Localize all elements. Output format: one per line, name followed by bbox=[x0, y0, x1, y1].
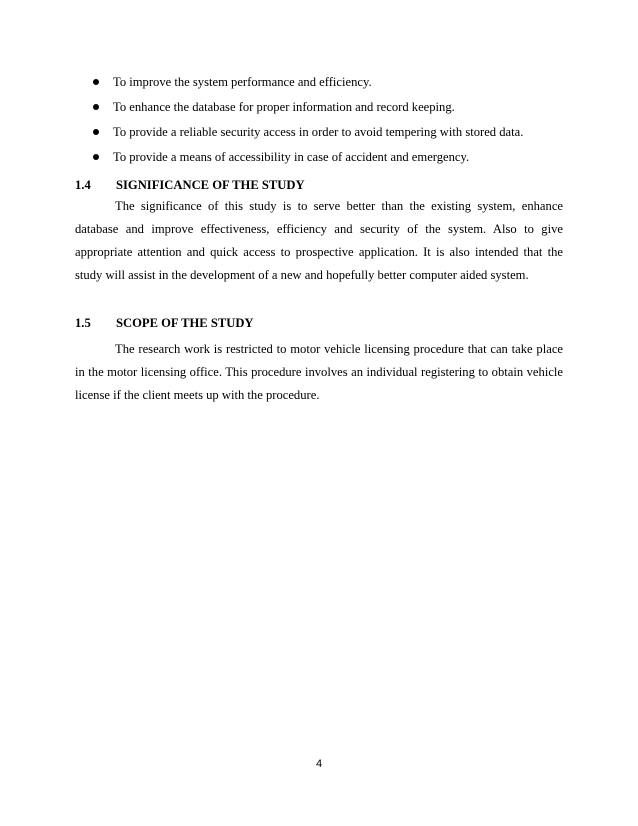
section-number: 1.5 bbox=[75, 316, 91, 330]
section-heading bbox=[75, 174, 563, 196]
list-item bbox=[91, 120, 571, 145]
list-item-text: To improve the system performance and efficiency. bbox=[113, 75, 372, 89]
list-item bbox=[91, 70, 571, 95]
list-item-text: To provide a reliable security access in order to avoid tempering with stored data. bbox=[113, 125, 524, 139]
section-paragraph: The research work is restricted to motor vehicle licensing procedure that can take place in the motor licensing office. This procedure involves an individual registering to obtain vehicle license if the client meets up with the procedure. bbox=[75, 342, 563, 402]
list-item bbox=[91, 145, 571, 170]
section-title: SCOPE OF THE STUDY bbox=[116, 316, 254, 330]
bullet-icon bbox=[93, 129, 99, 135]
objectives-list bbox=[91, 70, 571, 170]
bullet-icon bbox=[93, 104, 99, 110]
scope-section bbox=[75, 312, 563, 407]
bullet-icon bbox=[93, 154, 99, 160]
list-item-text: To enhance the database for proper information and record keeping. bbox=[113, 100, 455, 114]
significance-section bbox=[75, 174, 563, 287]
section-title: SIGNIFICANCE OF THE STUDY bbox=[116, 178, 305, 192]
bullet-icon bbox=[93, 79, 99, 85]
list-item bbox=[91, 95, 571, 120]
section-paragraph: The significance of this study is to serve better than the existing system, enhance database and improve effectiveness, efficiency and security of the system. Also to give appropriate attention and quick access to prospective application. It is also intended that the study will assist in the development of a new and hopefully better computer aided system. bbox=[75, 199, 563, 282]
list-item-text: To provide a means of accessibility in case of accident and emergency. bbox=[113, 150, 470, 164]
section-heading bbox=[75, 312, 563, 334]
section-number: 1.4 bbox=[75, 178, 91, 192]
page-number: 4 bbox=[315, 758, 323, 770]
